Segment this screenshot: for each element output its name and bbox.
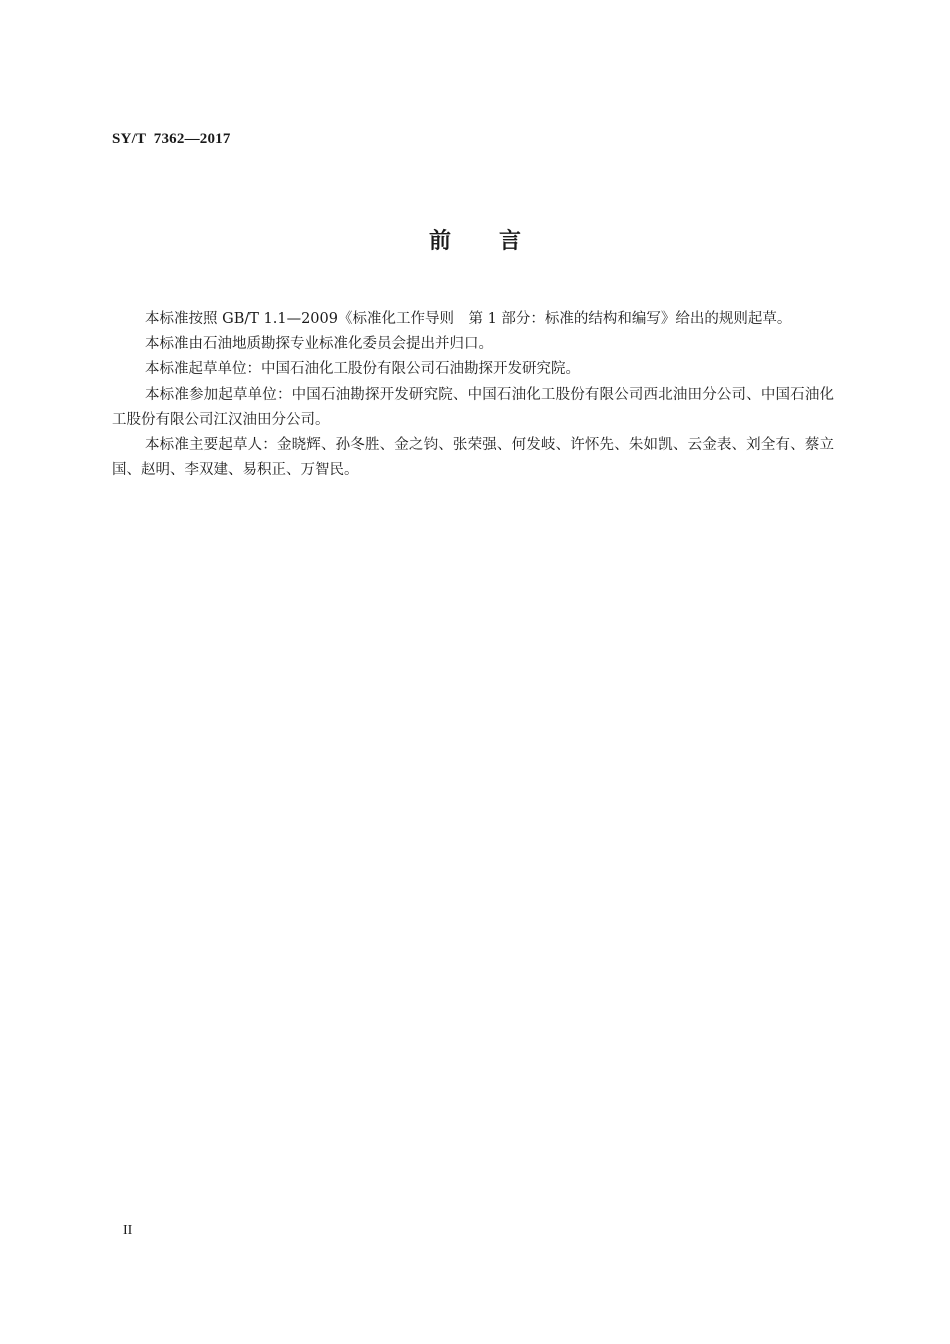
paragraph-drafting-rules: 本标准按照 GB/T 1.1—2009《标准化工作导则 第 1 部分：标准的结构和编写》给出的规则起草。 bbox=[145, 311, 792, 327]
page-number: II bbox=[123, 1223, 133, 1238]
paragraph-drafters: 本标准主要起草人：金晓辉、孙冬胜、金之钧、张荣强、何发岐、许怀先、朱如凯、云金表、刘全有、蔡立国、赵明、李双建、易积正、万智民。 bbox=[112, 437, 834, 479]
page-title: 前言 bbox=[428, 229, 569, 254]
paragraph-proposer: 本标准由石油地质勘探专业标准化委员会提出并归口。 bbox=[145, 336, 493, 353]
paragraph-drafting-unit: 本标准起草单位：中国石油化工股份有限公司石油勘探开发研究院。 bbox=[145, 361, 580, 378]
paragraph-participating-units: 本标准参加起草单位：中国石油勘探开发研究院、中国石油化工股份有限公司西北油田分公司、中国石油化工股份有限公司江汉油田分公司。 bbox=[112, 386, 834, 428]
standard-code: SY/T 7362—2017 bbox=[112, 131, 231, 147]
document-body bbox=[112, 307, 834, 483]
